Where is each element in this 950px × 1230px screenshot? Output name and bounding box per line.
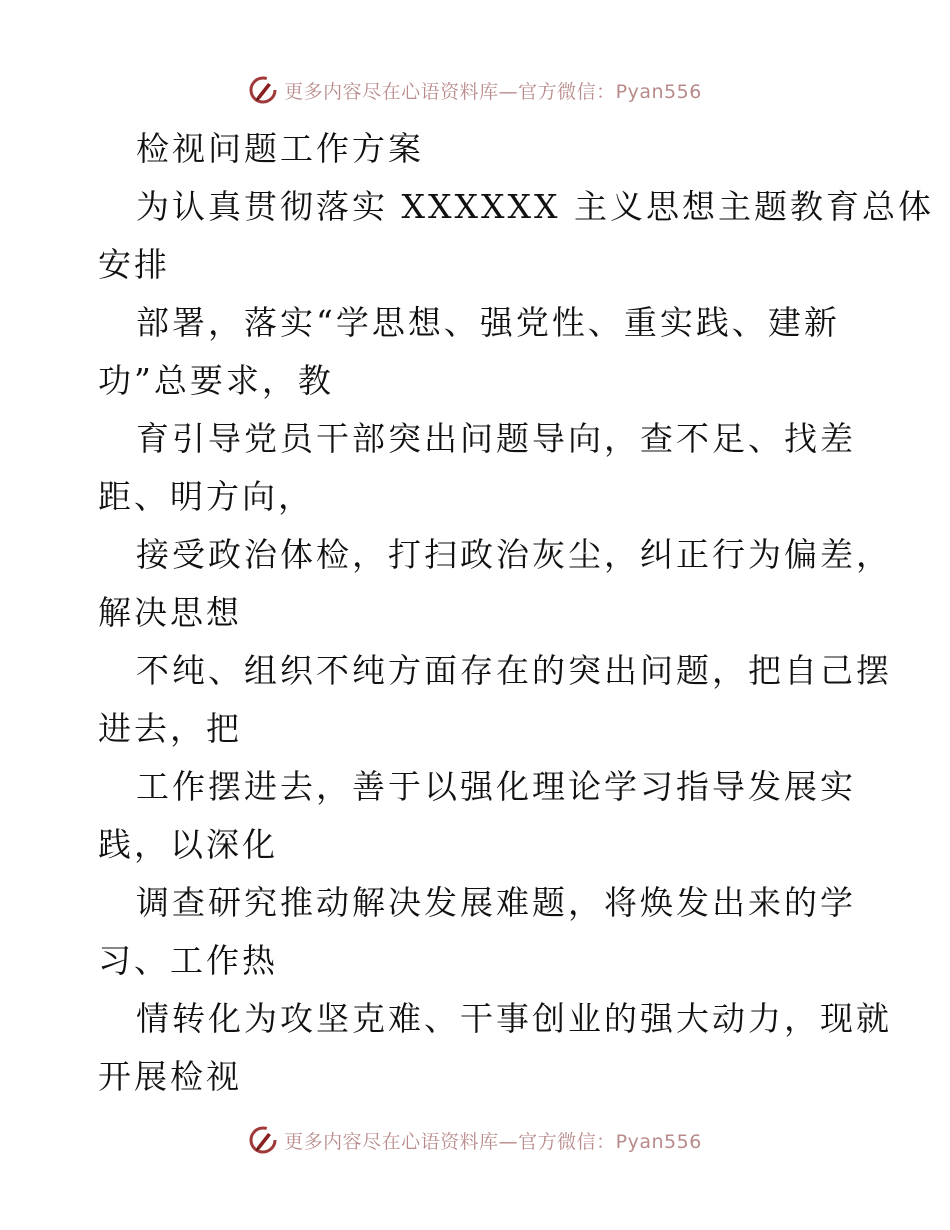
pen-circle-icon (248, 75, 278, 105)
footer-banner (0, 1120, 950, 1160)
paragraph-line: 为认真贯彻落实 XXXXXX 主义思想主题教育总体 (136, 187, 934, 226)
paragraph-line: 践，以深化 (98, 825, 278, 864)
header-banner-text: 更多内容尽在心语资料库—官方微信：Pyan556 (284, 80, 702, 103)
paragraph-line: 接受政治体检，打扫政治灰尘，纠正行为偏差， (136, 535, 892, 574)
document-body (98, 120, 934, 1106)
pen-circle-icon (248, 1125, 278, 1155)
paragraph-line: 工作摆进去，善于以强化理论学习指导发展实 (136, 767, 856, 806)
paragraph-line: 调查研究推动解决发展难题，将焕发出来的学 (136, 883, 856, 922)
paragraph-line: 开展检视 (98, 1057, 242, 1096)
header-banner (0, 70, 950, 110)
paragraph-line: 进去，把 (98, 709, 242, 748)
footer-banner-text: 更多内容尽在心语资料库—官方微信：Pyan556 (284, 1130, 702, 1153)
paragraph-line: 情转化为攻坚克难、干事创业的强大动力，现就 (136, 999, 892, 1038)
paragraph-line: 距、明方向， (98, 477, 314, 516)
paragraph-line: 不纯、组织不纯方面存在的突出问题，把自己摆 (136, 651, 892, 690)
document-title: 检视问题工作方案 (136, 129, 424, 168)
paragraph-line: 育引导党员干部突出问题导向，查不足、找差 (136, 419, 856, 458)
paragraph-line: 部署，落实“学思想、强党性、重实践、建新 (136, 303, 840, 342)
paragraph-line: 习、工作热 (98, 941, 278, 980)
paragraph-line: 解决思想 (98, 593, 242, 632)
paragraph-line: 安排 (98, 245, 170, 284)
paragraph-line: 功”总要求，教 (98, 361, 334, 400)
